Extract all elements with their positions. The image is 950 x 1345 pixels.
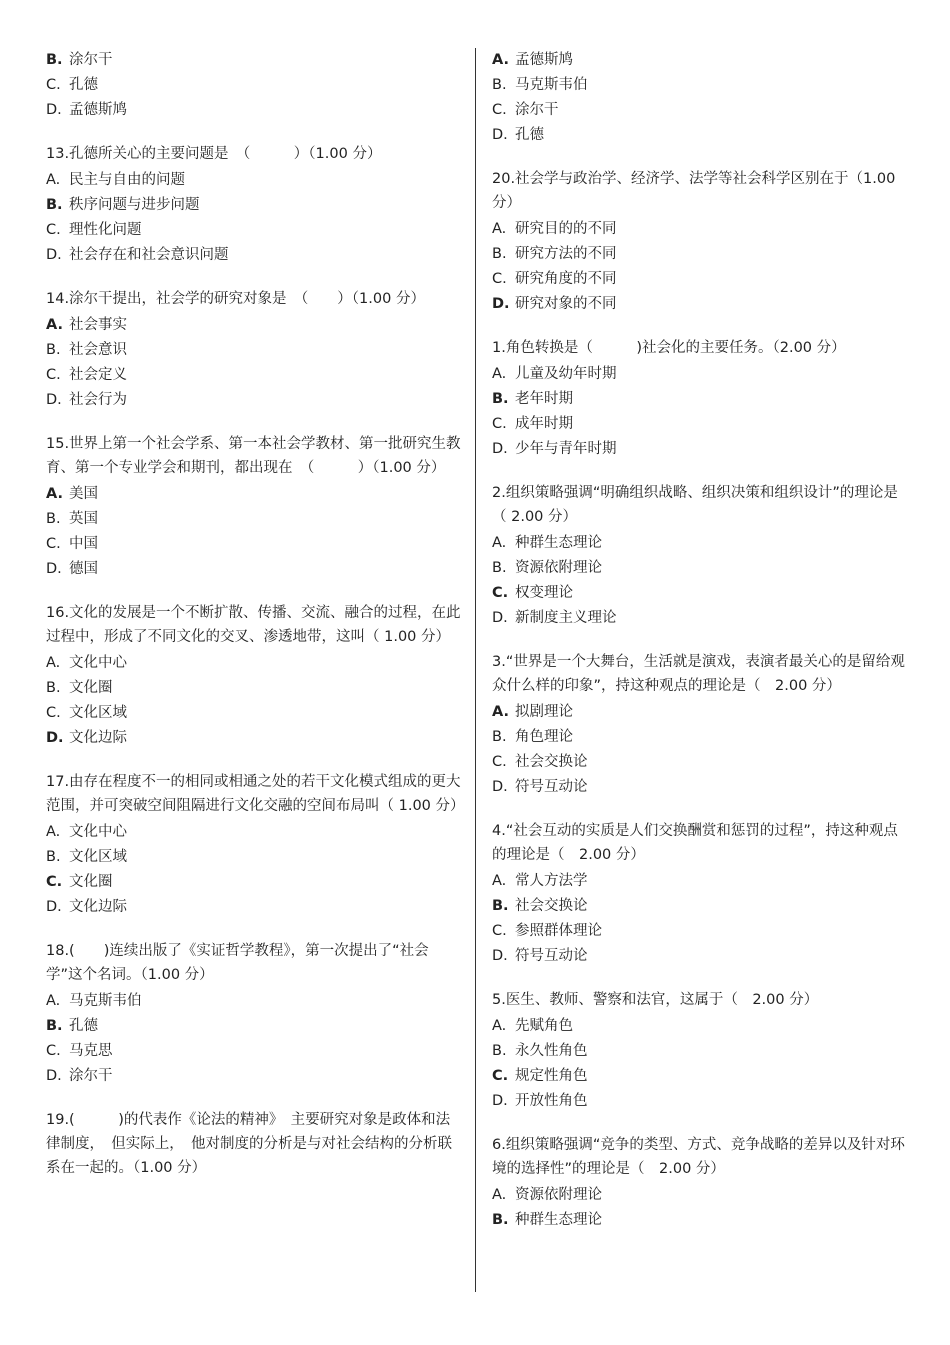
answer-option [492, 700, 910, 725]
answer-option [46, 338, 461, 363]
answer-option [492, 1208, 910, 1233]
option-text: 德国 [69, 561, 98, 577]
option-text: 社会存在和社会意识问题 [69, 247, 229, 263]
option-letter: C. [46, 1043, 61, 1059]
answer-option [492, 73, 910, 98]
option-text: 少年与青年时期 [515, 441, 617, 457]
option-text: 文化圈 [69, 874, 113, 890]
option-text: 儿童及幼年时期 [515, 366, 617, 382]
question-block [46, 48, 461, 123]
option-letter: D. [492, 610, 508, 626]
question-text: 2.组织策略强调“明确组织战略、组织决策和组织设计”的理论是（ 2.00 分） [492, 485, 898, 525]
answer-option [46, 507, 461, 532]
option-letter: B. [46, 342, 61, 358]
option-text: 符号互动论 [515, 779, 588, 795]
question-block [46, 939, 461, 1089]
right-column [492, 48, 910, 1252]
option-text: 文化边际 [69, 730, 127, 746]
question-text: 19.( )的代表作《论法的精神》 主要研究对象是政体和法律制度， 但实际上， 他对制度的分析是与对社会结构的分析联系在一起的。（1.00 分） [46, 1112, 452, 1176]
question-text: 13.孔德所关心的主要问题是 （ ）（1.00 分） [46, 146, 382, 162]
option-letter: C. [46, 705, 61, 721]
option-letter: D. [492, 296, 510, 312]
option-letter: C. [492, 1068, 509, 1084]
answer-option [492, 606, 910, 631]
option-text: 孔德 [69, 1018, 98, 1034]
option-text: 常人方法学 [515, 873, 588, 889]
answer-option [46, 676, 461, 701]
option-text: 社会定义 [69, 367, 127, 383]
answer-option [46, 73, 461, 98]
option-letter: B. [492, 560, 507, 576]
answer-option [46, 701, 461, 726]
option-letter: D. [46, 730, 64, 746]
answer-option [46, 193, 461, 218]
option-text: 资源依附理论 [515, 560, 602, 576]
answer-option [46, 651, 461, 676]
option-letter: D. [46, 102, 62, 118]
answer-option [46, 218, 461, 243]
option-text: 英国 [69, 511, 98, 527]
option-letter: C. [46, 367, 61, 383]
option-letter: C. [492, 416, 507, 432]
answer-option [492, 267, 910, 292]
option-text: 永久性角色 [515, 1043, 588, 1059]
answer-option [46, 870, 461, 895]
answer-option [492, 217, 910, 242]
option-text: 研究目的的不同 [515, 221, 617, 237]
question-block [492, 650, 910, 800]
option-text: 拟剧理论 [515, 704, 573, 720]
option-text: 社会交换论 [515, 754, 588, 770]
option-text: 涂尔干 [515, 102, 559, 118]
option-letter: A. [46, 172, 61, 188]
answer-option [46, 726, 461, 751]
option-text: 文化区域 [69, 705, 127, 721]
option-text: 社会交换论 [515, 898, 588, 914]
question-text: 5.医生、教师、警察和法官，这属于（ 2.00 分） [492, 992, 819, 1008]
question-block [492, 336, 910, 462]
option-letter: B. [492, 77, 507, 93]
answer-option [46, 388, 461, 413]
option-text: 研究对象的不同 [515, 296, 617, 312]
option-letter: B. [492, 729, 507, 745]
option-letter: C. [46, 77, 61, 93]
option-text: 文化边际 [69, 899, 127, 915]
option-text: 民主与自由的问题 [69, 172, 185, 188]
option-text: 规定性角色 [515, 1068, 588, 1084]
option-letter: D. [492, 441, 508, 457]
option-letter: B. [46, 1018, 63, 1034]
option-letter: B. [46, 197, 63, 213]
option-text: 涂尔干 [69, 1068, 113, 1084]
question-text: 6.组织策略强调“竞争的类型、方式、竞争战略的差异以及针对环境的选择性”的理论是（ 2.00 分） [492, 1137, 905, 1177]
answer-option [492, 944, 910, 969]
option-letter: D. [492, 127, 508, 143]
question-block [492, 819, 910, 969]
option-letter: B. [492, 391, 509, 407]
question-text: 4.“社会互动的实质是人们交换酬赏和惩罚的过程”，持这种观点的理论是（ 2.00 分） [492, 823, 898, 863]
option-letter: D. [46, 247, 62, 263]
option-letter: B. [492, 246, 507, 262]
answer-option [492, 292, 910, 317]
question-block [492, 1133, 910, 1233]
option-text: 社会行为 [69, 392, 127, 408]
option-letter: D. [46, 561, 62, 577]
option-text: 孟德斯鸠 [515, 52, 573, 68]
option-letter: A. [46, 317, 63, 333]
option-letter: B. [46, 511, 61, 527]
answer-option [492, 98, 910, 123]
option-text: 马克斯韦伯 [515, 77, 588, 93]
option-text: 社会意识 [69, 342, 127, 358]
question-block [46, 432, 461, 582]
option-letter: C. [492, 271, 507, 287]
left-column [46, 48, 465, 1199]
answer-option [492, 919, 910, 944]
question-block [492, 48, 910, 148]
option-letter: D. [492, 948, 508, 964]
answer-option [492, 412, 910, 437]
option-letter: A. [46, 824, 61, 840]
question-block [46, 287, 461, 413]
answer-option [492, 1183, 910, 1208]
option-text: 文化中心 [69, 655, 127, 671]
answer-option [46, 243, 461, 268]
option-text: 理性化问题 [69, 222, 142, 238]
option-text: 美国 [69, 486, 98, 502]
option-letter: D. [46, 392, 62, 408]
answer-option [492, 48, 910, 73]
option-letter: D. [492, 779, 508, 795]
answer-option [492, 750, 910, 775]
option-text: 秩序问题与进步问题 [69, 197, 200, 213]
option-letter: C. [46, 536, 61, 552]
option-text: 新制度主义理论 [515, 610, 617, 626]
option-text: 研究角度的不同 [515, 271, 617, 287]
answer-option [46, 98, 461, 123]
answer-option [46, 363, 461, 388]
answer-option [46, 1039, 461, 1064]
question-text: 16.文化的发展是一个不断扩散、传播、交流、融合的过程，在此过程中，形成了不同文化的交叉、渗透地带，这叫（ 1.00 分） [46, 605, 461, 645]
answer-option [492, 362, 910, 387]
column-divider [475, 48, 476, 1292]
option-text: 文化中心 [69, 824, 127, 840]
answer-option [492, 581, 910, 606]
option-text: 开放性角色 [515, 1093, 588, 1109]
option-letter: C. [46, 874, 63, 890]
question-block [492, 481, 910, 631]
answer-option [492, 242, 910, 267]
option-text: 种群生态理论 [515, 535, 602, 551]
option-text: 文化区域 [69, 849, 127, 865]
option-text: 老年时期 [515, 391, 573, 407]
option-letter: B. [492, 1043, 507, 1059]
answer-option [492, 725, 910, 750]
answer-option [492, 556, 910, 581]
answer-option [492, 123, 910, 148]
answer-option [492, 775, 910, 800]
question-text: 14.涂尔干提出，社会学的研究对象是 （ ）（1.00 分） [46, 291, 425, 307]
question-block [46, 770, 465, 920]
option-letter: A. [492, 52, 509, 68]
option-letter: D. [492, 1093, 508, 1109]
option-letter: B. [492, 898, 509, 914]
option-letter: A. [46, 655, 61, 671]
option-text: 马克思 [69, 1043, 113, 1059]
option-letter: A. [492, 221, 507, 237]
option-text: 成年时期 [515, 416, 573, 432]
question-text: 1.角色转换是（ )社会化的主要任务。（2.00 分） [492, 340, 846, 356]
option-letter: A. [492, 704, 509, 720]
answer-option [46, 1014, 461, 1039]
question-block [492, 167, 910, 317]
answer-option [492, 894, 910, 919]
option-text: 孔德 [69, 77, 98, 93]
answer-option [46, 48, 461, 73]
question-text: 3.“世界是一个大舞台，生活就是演戏，表演者最关心的是留给观众什么样的印象”，持这种观点的理论是（ 2.00 分） [492, 654, 905, 694]
question-block [46, 1108, 461, 1180]
answer-option [46, 168, 461, 193]
answer-option [46, 557, 461, 582]
question-text: 20.社会学与政治学、经济学、法学等社会科学区别在于（1.00 分） [492, 171, 896, 211]
option-letter: A. [492, 535, 507, 551]
option-letter: B. [46, 849, 61, 865]
answer-option [46, 845, 461, 870]
option-letter: D. [46, 899, 62, 915]
option-letter: A. [492, 366, 507, 382]
option-text: 孔德 [515, 127, 544, 143]
answer-option [492, 869, 910, 894]
option-text: 马克斯韦伯 [69, 993, 142, 1009]
answer-option [46, 820, 461, 845]
option-text: 涂尔干 [69, 52, 113, 68]
option-text: 种群生态理论 [515, 1212, 602, 1228]
option-text: 角色理论 [515, 729, 573, 745]
answer-option [46, 1064, 461, 1089]
option-text: 资源依附理论 [515, 1187, 602, 1203]
question-text: 18.( )连续出版了《实证哲学教程》，第一次提出了“社会学”这个名词。（1.00 分） [46, 943, 429, 983]
question-text: 17.由存在程度不一的相同或相通之处的若干文化模式组成的更大范围，并可突破空间阻隔进行文化交融的空间布局叫（ 1.00 分） [46, 774, 465, 814]
answer-option [46, 313, 461, 338]
option-letter: A. [492, 1018, 507, 1034]
option-letter: B. [46, 680, 61, 696]
option-text: 权变理论 [515, 585, 573, 601]
question-block [492, 988, 910, 1114]
option-text: 中国 [69, 536, 98, 552]
question-block [46, 601, 461, 751]
option-letter: C. [492, 923, 507, 939]
option-text: 研究方法的不同 [515, 246, 617, 262]
option-letter: C. [492, 585, 509, 601]
answer-option [492, 1089, 910, 1114]
option-letter: C. [492, 102, 507, 118]
answer-option [492, 531, 910, 556]
answer-option [46, 989, 461, 1014]
question-block [46, 142, 461, 268]
option-letter: C. [492, 754, 507, 770]
answer-option [492, 1014, 910, 1039]
answer-option [46, 482, 461, 507]
option-letter: A. [46, 993, 61, 1009]
option-text: 社会事实 [69, 317, 127, 333]
option-letter: A. [492, 1187, 507, 1203]
option-letter: A. [492, 873, 507, 889]
option-text: 文化圈 [69, 680, 113, 696]
answer-option [492, 387, 910, 412]
answer-option [492, 1039, 910, 1064]
option-letter: D. [46, 1068, 62, 1084]
answer-option [492, 437, 910, 462]
option-letter: B. [46, 52, 63, 68]
answer-option [46, 532, 461, 557]
option-letter: B. [492, 1212, 509, 1228]
option-text: 符号互动论 [515, 948, 588, 964]
option-letter: C. [46, 222, 61, 238]
option-text: 参照群体理论 [515, 923, 602, 939]
option-text: 孟德斯鸠 [69, 102, 127, 118]
answer-option [46, 895, 461, 920]
option-letter: A. [46, 486, 63, 502]
answer-option [492, 1064, 910, 1089]
option-text: 先赋角色 [515, 1018, 573, 1034]
question-text: 15.世界上第一个社会学系、第一本社会学教材、第一批研究生教育、第一个专业学会和期刊，都出现在 （ ）（1.00 分） [46, 436, 461, 476]
